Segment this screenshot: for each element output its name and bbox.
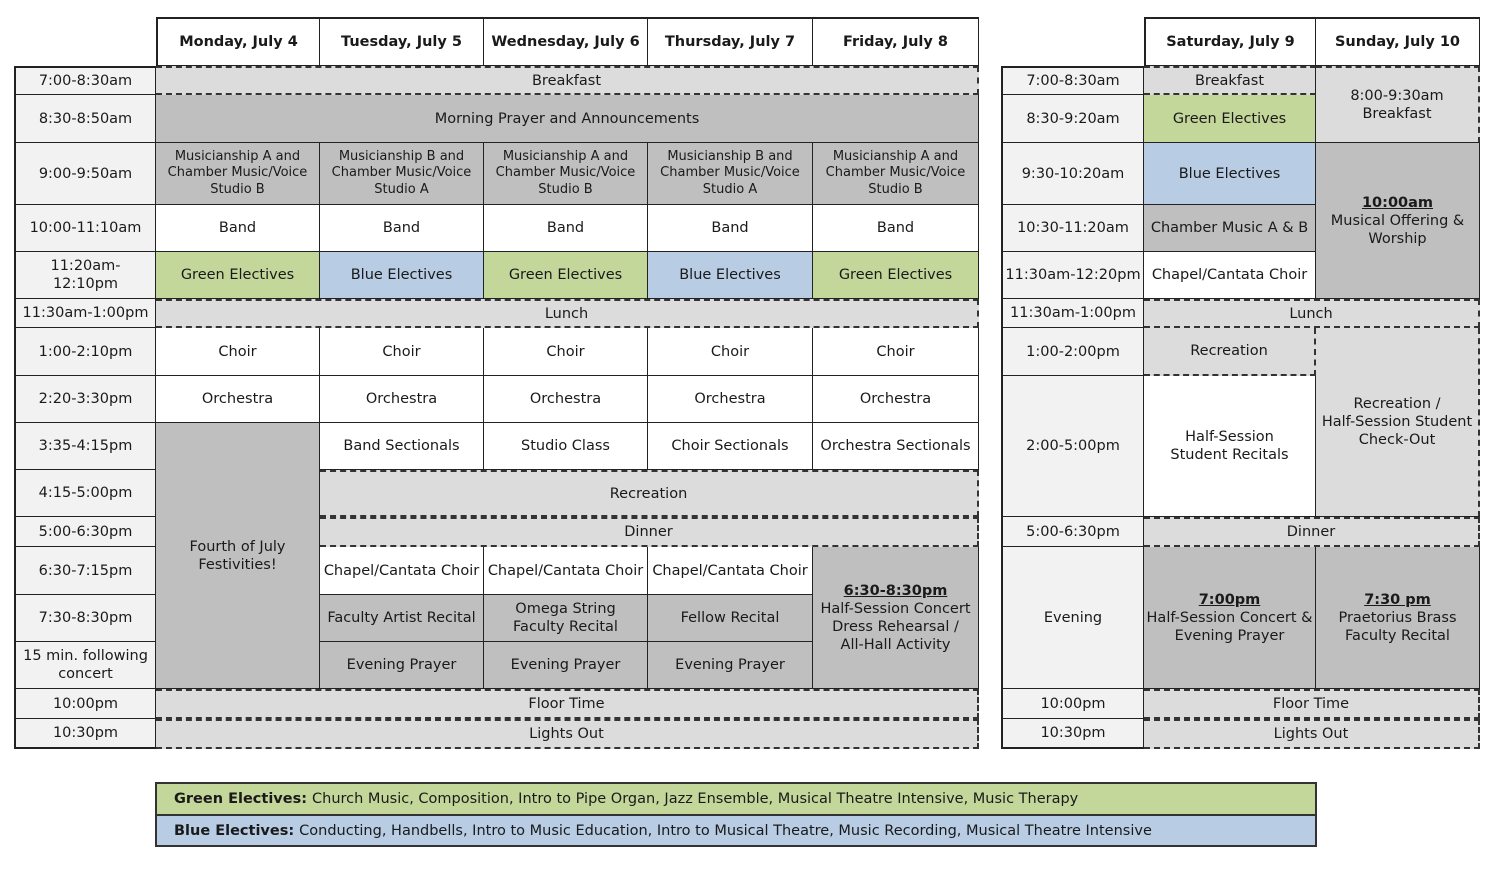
time-slot: 8:30-8:50am: [14, 95, 156, 143]
breakfast-cell: Breakfast: [1144, 66, 1316, 95]
time-slot: 9:00-9:50am: [14, 143, 156, 205]
corner-blank: [1001, 17, 1144, 66]
band-cell: Band: [648, 205, 813, 252]
orchestra-cell: Orchestra: [484, 376, 648, 423]
studio-class-cell: Studio Class: [484, 423, 648, 470]
time-slot: 15 min. following concert: [14, 642, 156, 689]
time-slot: Evening: [1001, 547, 1144, 689]
musicianship-cell: Musicianship A and Chamber Music/Voice Studio B: [484, 143, 648, 205]
friday-evening-block: 6:30-8:30pm Half-Session Concert Dress Rehearsal / All-Hall Activity: [813, 547, 979, 689]
blue-legend-label: Blue Electives:: [174, 822, 295, 839]
day-header-monday: Monday, July 4: [156, 17, 320, 66]
band-cell: Band: [813, 205, 979, 252]
orchestra-cell: Orchestra: [320, 376, 484, 423]
green-electives-cell: Green Electives: [813, 252, 979, 299]
time-slot: 9:30-10:20am: [1001, 143, 1144, 205]
floor-time-block: Floor Time: [156, 689, 979, 719]
time-slot: 5:00-6:30pm: [1001, 517, 1144, 547]
day-header-wednesday: Wednesday, July 6: [484, 17, 648, 66]
choir-cell: Choir: [156, 328, 320, 376]
day-header-tuesday: Tuesday, July 5: [320, 17, 484, 66]
time-slot: 2:00-5:00pm: [1001, 376, 1144, 517]
orchestra-cell: Orchestra: [648, 376, 813, 423]
musicianship-cell: Musicianship B and Chamber Music/Voice Studio A: [648, 143, 813, 205]
day-header-thursday: Thursday, July 7: [648, 17, 813, 66]
sectionals-cell: Band Sectionals: [320, 423, 484, 470]
recreation-block: Recreation: [320, 470, 979, 517]
chapel-choir-cell: Chapel/Cantata Choir: [648, 547, 813, 595]
time-slot: 1:00-2:10pm: [14, 328, 156, 376]
green-legend-text: Church Music, Composition, Intro to Pipe Organ, Jazz Ensemble, Musical Theatre Intensive, Music Therapy: [312, 791, 1079, 807]
orchestra-cell: Orchestra: [813, 376, 979, 423]
weekday-schedule-table: [14, 17, 979, 751]
day-header-saturday: Saturday, July 9: [1144, 17, 1316, 66]
time-slot: 10:00pm: [14, 689, 156, 719]
time-slot: 10:30pm: [14, 719, 156, 749]
time-slot: 7:00-8:30am: [1001, 66, 1144, 95]
saturday-evening-block: 7:00pm Half-Session Concert & Evening Prayer: [1144, 547, 1316, 689]
weekend-schedule-table: [1001, 17, 1480, 751]
time-slot: 1:00-2:00pm: [1001, 328, 1144, 376]
green-electives-cell: Green Electives: [156, 252, 320, 299]
lights-out-block: Lights Out: [1144, 719, 1480, 749]
time-slot: 11:30am-1:00pm: [14, 299, 156, 328]
sunday-evening-block: 7:30 pm Praetorius Brass Faculty Recital: [1316, 547, 1480, 689]
dinner-block: Dinner: [1144, 517, 1480, 547]
musicianship-cell: Musicianship A and Chamber Music/Voice Studio B: [156, 143, 320, 205]
day-header-sunday: Sunday, July 10: [1316, 17, 1480, 66]
green-legend-label: Green Electives:: [174, 791, 308, 807]
chapel-choir-cell: Chapel/Cantata Choir: [1144, 252, 1316, 299]
blue-legend-text: Conducting, Handbells, Intro to Music Education, Intro to Musical Theatre, Music Recording, Musical Theatre Intensive: [299, 822, 1152, 839]
orchestra-cell: Orchestra: [156, 376, 320, 423]
musicianship-cell: Musicianship A and Chamber Music/Voice Studio B: [813, 143, 979, 205]
chapel-choir-cell: Chapel/Cantata Choir: [320, 547, 484, 595]
dinner-block: Dinner: [320, 517, 979, 547]
time-slot: 10:30pm: [1001, 719, 1144, 749]
band-cell: Band: [320, 205, 484, 252]
checkout-block: Recreation / Half-Session Student Check-Out: [1316, 328, 1480, 517]
band-cell: Band: [484, 205, 648, 252]
time-slot: 8:30-9:20am: [1001, 95, 1144, 143]
time-slot: 7:30-8:30pm: [14, 595, 156, 642]
evening-prayer-cell: Evening Prayer: [648, 642, 813, 689]
lunch-block: Lunch: [156, 299, 979, 328]
lights-out-block: Lights Out: [156, 719, 979, 749]
green-electives-legend: [155, 782, 1317, 816]
time-slot: 4:15-5:00pm: [14, 470, 156, 517]
musicianship-cell: Musicianship B and Chamber Music/Voice Studio A: [320, 143, 484, 205]
band-cell: Band: [156, 205, 320, 252]
morning-prayer-block: Morning Prayer and Announcements: [156, 95, 979, 143]
choir-cell: Choir: [813, 328, 979, 376]
lunch-block: Lunch: [1144, 299, 1480, 328]
sectionals-cell: Choir Sectionals: [648, 423, 813, 470]
recital-cell: Faculty Artist Recital: [320, 595, 484, 642]
evening-prayer-cell: Evening Prayer: [320, 642, 484, 689]
time-slot: 11:20am-12:10pm: [14, 252, 156, 299]
time-slot: 5:00-6:30pm: [14, 517, 156, 547]
time-slot: 10:30-11:20am: [1001, 205, 1144, 252]
green-electives-cell: Green Electives: [1144, 95, 1316, 143]
green-electives-cell: Green Electives: [484, 252, 648, 299]
choir-cell: Choir: [648, 328, 813, 376]
day-header-friday: Friday, July 8: [813, 17, 979, 66]
evening-prayer-cell: Evening Prayer: [484, 642, 648, 689]
time-slot: 7:00-8:30am: [14, 66, 156, 95]
recital-cell: Omega String Faculty Recital: [484, 595, 648, 642]
sectionals-cell: Orchestra Sectionals: [813, 423, 979, 470]
sunday-breakfast-block: 8:00-9:30am Breakfast: [1316, 66, 1480, 143]
choir-cell: Choir: [320, 328, 484, 376]
choir-cell: Choir: [484, 328, 648, 376]
blue-electives-cell: Blue Electives: [648, 252, 813, 299]
chapel-choir-cell: Chapel/Cantata Choir: [484, 547, 648, 595]
blue-electives-legend: [155, 814, 1317, 847]
recital-cell: Fellow Recital: [648, 595, 813, 642]
blue-electives-cell: Blue Electives: [320, 252, 484, 299]
fourth-of-july-block: Fourth of July Festivities!: [156, 423, 320, 689]
time-slot: 2:20-3:30pm: [14, 376, 156, 423]
worship-block: 10:00am Musical Offering & Worship: [1316, 143, 1480, 299]
time-slot: 3:35-4:15pm: [14, 423, 156, 470]
breakfast-block: Breakfast: [156, 66, 979, 95]
corner-blank: [14, 17, 156, 66]
time-slot: 10:00pm: [1001, 689, 1144, 719]
floor-time-block: Floor Time: [1144, 689, 1480, 719]
time-slot: 10:00-11:10am: [14, 205, 156, 252]
blue-electives-cell: Blue Electives: [1144, 143, 1316, 205]
time-slot: 11:30am-1:00pm: [1001, 299, 1144, 328]
chamber-music-cell: Chamber Music A & B: [1144, 205, 1316, 252]
recreation-cell: Recreation: [1144, 328, 1316, 376]
student-recitals-block: Half-Session Student Recitals: [1144, 376, 1316, 517]
time-slot: 6:30-7:15pm: [14, 547, 156, 595]
time-slot: 11:30am-12:20pm: [1001, 252, 1144, 299]
